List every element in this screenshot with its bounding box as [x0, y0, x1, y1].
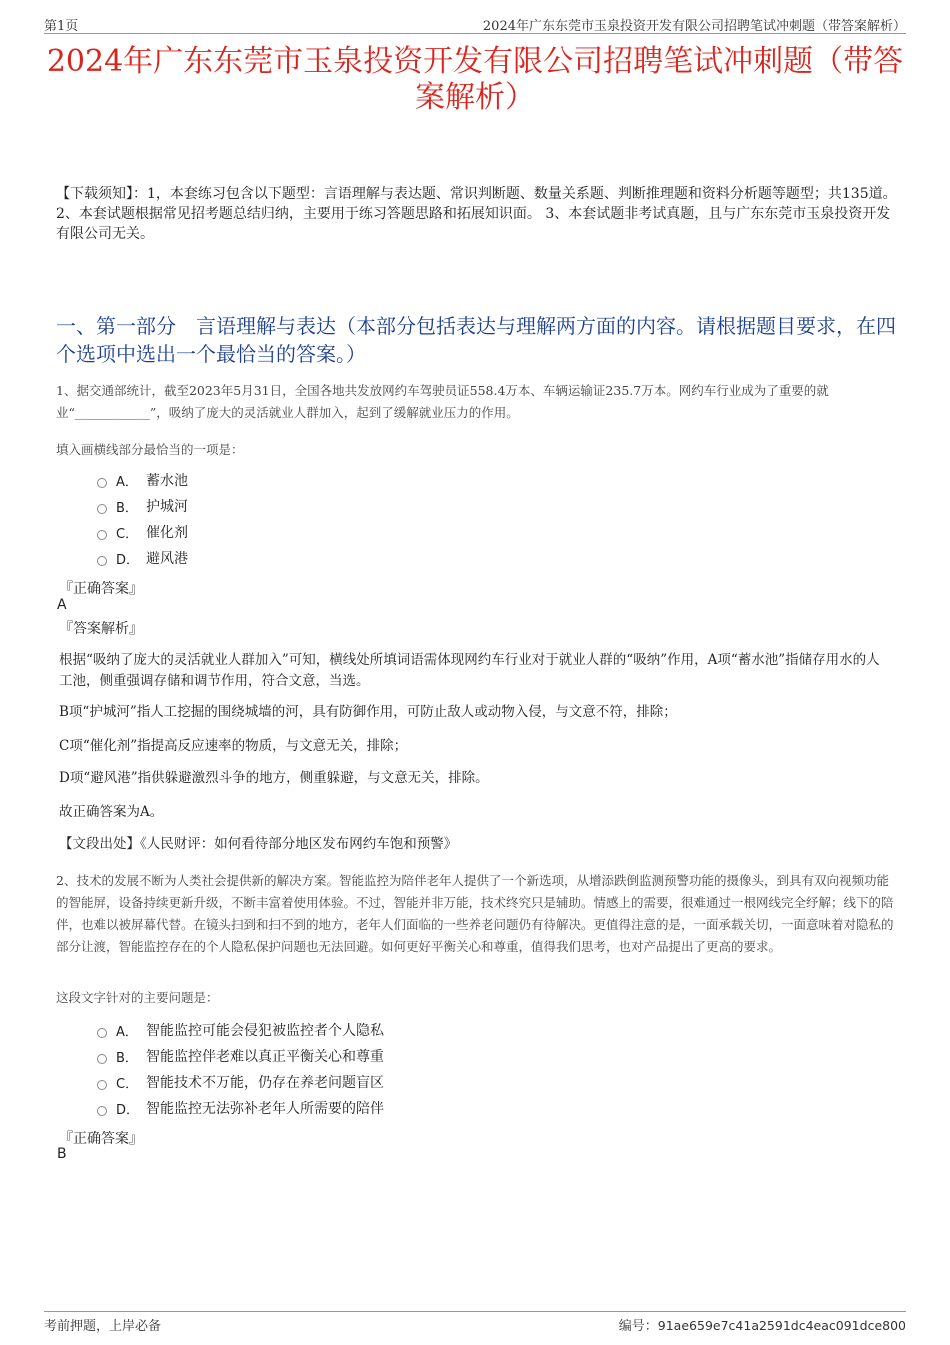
page-footer [44, 1311, 906, 1332]
q2-option-c[interactable] [97, 1069, 384, 1095]
question-2-options [97, 1017, 384, 1121]
document-title: 2024年广东东莞市玉泉投资开发有限公司招聘笔试冲刺题（带答案解析） [46, 44, 904, 115]
q2-option-a[interactable] [97, 1017, 384, 1043]
option-letter: D． [116, 1102, 140, 1118]
code-label: 编号： [618, 1319, 658, 1334]
option-text: 智能监控可能会侵犯被监控者个人隐私 [146, 1023, 384, 1039]
option-letter: C． [116, 1076, 139, 1092]
q1-answer: A [57, 597, 67, 613]
q2-answer-label: 『正确答案』 [59, 1131, 143, 1147]
option-text: 催化剂 [146, 525, 188, 541]
q2-option-d[interactable] [97, 1095, 384, 1121]
q1-source: 【文段出处】《人民财评：如何看待部分地区发布网约车饱和预警》 [59, 836, 458, 852]
option-letter: D． [116, 552, 140, 568]
option-text: 护城河 [146, 499, 188, 515]
option-text: 智能监控无法弥补老年人所需要的陪伴 [146, 1101, 384, 1117]
q1-analysis-para: 根据“吸纳了庞大的灵活就业人群加入”可知，横线处所填词语需体现网约车行业对于就业人群的“吸纳”作用，A项“蓄水池”指储存用水的人工池，侧重强调存储和调节作用，符合文意，当选。 [59, 652, 880, 689]
question-1-text: 1、据交通部统计，截至2023年5月31日，全国各地共发放网约车驾驶员证558.4万本、车辆运输证235.7万本。网约车行业成为了重要的就业“____________”，吸纳了庞大的灵活就业人群加入，起到了缓解就业压力的作用。 [56, 383, 829, 420]
q1-analysis-label: 『答案解析』 [59, 621, 143, 637]
radio-icon[interactable] [97, 1106, 107, 1116]
radio-icon[interactable] [97, 504, 107, 514]
option-text: 智能监控伴老难以真正平衡关心和尊重 [146, 1049, 384, 1065]
option-text: 智能技术不万能，仍存在养老问题盲区 [146, 1075, 384, 1091]
option-letter: A． [116, 1024, 138, 1040]
question-1-prompt: 填入画横线部分最恰当的一项是： [56, 442, 244, 457]
radio-icon[interactable] [97, 1028, 107, 1038]
radio-icon[interactable] [97, 530, 107, 540]
q1-answer-label: 『正确答案』 [59, 581, 143, 597]
footer-slogan: 考前押题，上岸必备 [44, 1319, 162, 1334]
q1-option-d[interactable] [97, 545, 188, 571]
code-value: 91ae659e7c41a2591dc4eac091dce800 [657, 1318, 906, 1333]
question-1-options [97, 467, 188, 571]
radio-icon[interactable] [97, 1054, 107, 1064]
q1-option-a[interactable] [97, 467, 188, 493]
option-text: 避风港 [146, 551, 188, 567]
q1-analysis-para: D项“避风港”指供躲避激烈斗争的地方，侧重躲避，与文意无关，排除。 [59, 770, 489, 786]
q1-option-c[interactable] [97, 519, 188, 545]
question-2-text: 2、技术的发展不断为人类社会提供新的解决方案。智能监控为陪伴老年人提供了一个新选项，从增添跌倒监测预警功能的摄像头，到具有双向视频功能的智能屏，设备持续更新升级，不断丰富着使用体验。不过，智能并非万能，技术终究只是辅助。情感上的需要，很难通过一根网线完全纾解；线下的陪伴，也难以被屏幕代替。在镜头扫到和扫不到的地方，老年人们面临的一些养老问题仍有待解决。更值得注意的是，一面承载关切，一面意味着对隐私的部分让渡，智能监控存在的个人隐私保护问题也无法回避。如何更好平衡关心和尊重，值得我们思考，也对产品提出了更高的要求。 [56, 873, 894, 954]
download-notice: 【下载须知】：1，本套练习包含以下题型：言语理解与表达题、常识判断题、数量关系题、判断推理题和资料分析题等题型；共135道。 2、本套试题根据常见招考题总结归纳，主要用于练习答题思路和拓展知识面。 3、本套试题非考试真题，且与广东东莞市玉泉投资开发有限公司无关。 [56, 186, 897, 242]
page-header [44, 13, 906, 34]
radio-icon[interactable] [97, 1080, 107, 1090]
option-text: 蓄水池 [146, 473, 188, 489]
q1-analysis-para: C项“催化剂”指提高反应速率的物质，与文意无关，排除； [59, 738, 408, 754]
page-number: 第1页 [44, 19, 79, 34]
radio-icon[interactable] [97, 478, 107, 488]
option-letter: C． [116, 526, 139, 542]
q1-analysis-para: B项“护城河”指人工挖掘的围绕城墙的河，具有防御作用，可防止敌人或动物入侵，与文意不符，排除； [59, 704, 677, 720]
q2-option-b[interactable] [97, 1043, 384, 1069]
radio-icon[interactable] [97, 556, 107, 566]
footer-code [619, 1315, 906, 1334]
section-heading: 一、第一部分 言语理解与表达（本部分包括表达与理解两方面的内容。请根据题目要求，在四个选项中选出一个最恰当的答案。） [56, 314, 896, 366]
q1-analysis-conclusion: 故正确答案为A。 [59, 804, 164, 820]
q1-option-b[interactable] [97, 493, 188, 519]
question-2-prompt: 这段文字针对的主要问题是： [56, 990, 219, 1005]
option-letter: B． [116, 1050, 138, 1066]
header-doc-title: 2024年广东东莞市玉泉投资开发有限公司招聘笔试冲刺题（带答案解析） [482, 19, 906, 34]
option-letter: A． [116, 474, 138, 490]
option-letter: B． [116, 500, 138, 516]
q2-answer: B [57, 1146, 67, 1162]
